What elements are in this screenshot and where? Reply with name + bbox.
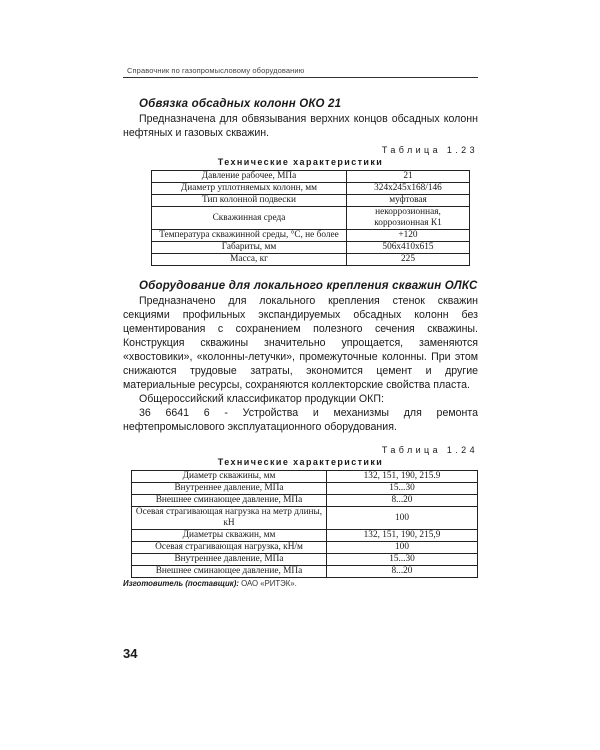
table-cell-param: Тип колонной подвески bbox=[152, 195, 347, 207]
page-number: 34 bbox=[123, 646, 138, 661]
table1-label: Таблица 1.23 bbox=[381, 145, 478, 155]
table-cell-value: 15...30 bbox=[327, 483, 478, 495]
table-cell-value: 8...20 bbox=[327, 495, 478, 507]
table-row bbox=[132, 471, 478, 483]
table-cell-value: 15...30 bbox=[327, 554, 478, 566]
okp-title: Общероссийский классификатор продукции ОКП: bbox=[139, 393, 384, 405]
section1-description: Предназначена для обвязывания верхних концов обсадных колонн нефтяных и газовых скважин. bbox=[123, 113, 478, 139]
table-cell-value: 132, 151, 190, 215,9 bbox=[327, 530, 478, 542]
table-cell-param: Скважинная среда bbox=[152, 207, 347, 230]
page-content bbox=[123, 98, 478, 588]
running-header bbox=[123, 66, 478, 78]
manufacturer-value: ОАО «РИТЭК». bbox=[241, 579, 297, 588]
table-row bbox=[152, 254, 470, 266]
table-row bbox=[132, 530, 478, 542]
table2-label: Таблица 1.24 bbox=[381, 445, 478, 455]
table1-caption: Технические характеристики bbox=[217, 157, 384, 167]
table-cell-param: Внешнее сминающее давление, МПа bbox=[132, 566, 327, 578]
table-cell-param: Масса, кг bbox=[152, 254, 347, 266]
table-row bbox=[152, 195, 470, 207]
table-cell-param: Диаметр уплотняемых колонн, мм bbox=[152, 183, 347, 195]
manufacturer-label: Изготовитель (поставщик): bbox=[123, 579, 239, 588]
section2-description: Предназначено для локального крепления стенок скважин секциями профильных экспандируемых обсадных колонн без цементирования с сохранением полезного сечения скважины. Конструкция скважины значительно упрощается, заменяются «хвостовики», «колонны-летучки», промежуточные колонны. При этом снижаются трудовые затраты, экономится цемент и другие материальные ресурсы, сохраняются коллекторские свойства пласта. bbox=[123, 295, 478, 391]
table-cell-value: некоррозионная, коррозионная К1 bbox=[347, 207, 470, 230]
table-row bbox=[152, 183, 470, 195]
table2-caption: Технические характеристики bbox=[217, 457, 384, 467]
table-row bbox=[152, 171, 470, 183]
table-row bbox=[132, 483, 478, 495]
table-row bbox=[132, 507, 478, 530]
table-row bbox=[152, 207, 470, 230]
table-cell-value: 225 bbox=[347, 254, 470, 266]
table-cell-value: 8...20 bbox=[327, 566, 478, 578]
table-cell-param: Осевая страгивающая нагрузка на метр длины, кН bbox=[132, 507, 327, 530]
table-cell-value: +120 bbox=[347, 230, 470, 242]
table-cell-value: 324х245х168/146 bbox=[347, 183, 470, 195]
table-row bbox=[132, 542, 478, 554]
table-cell-value: 100 bbox=[327, 542, 478, 554]
table2 bbox=[131, 470, 478, 578]
okp-code: 36 6641 6 - Устройства и механизмы для ремонта нефтепромыслового эксплуатационного оборудования. bbox=[123, 407, 478, 433]
table-cell-value: 506х410х615 bbox=[347, 242, 470, 254]
table-row bbox=[152, 230, 470, 242]
table-cell-value: 21 bbox=[347, 171, 470, 183]
table-row bbox=[132, 554, 478, 566]
table-cell-value: 132, 151, 190, 215.9 bbox=[327, 471, 478, 483]
table-cell-value: 100 bbox=[327, 507, 478, 530]
section2-title: Оборудование для локального крепления скважин ОЛКС bbox=[139, 280, 478, 292]
table-cell-value: муфтовая bbox=[347, 195, 470, 207]
table-row bbox=[132, 495, 478, 507]
table-cell-param: Внутреннее давление, МПа bbox=[132, 483, 327, 495]
table-row bbox=[152, 242, 470, 254]
table-cell-param: Диаметры скважин, мм bbox=[132, 530, 327, 542]
manufacturer-note bbox=[123, 579, 478, 588]
table-cell-param: Осевая страгивающая нагрузка, кН/м bbox=[132, 542, 327, 554]
table-cell-param: Давление рабочее, МПа bbox=[152, 171, 347, 183]
table-cell-param: Внутреннее давление, МПа bbox=[132, 554, 327, 566]
table-cell-param: Диаметр скважины, мм bbox=[132, 471, 327, 483]
table-cell-param: Внешнее сминающее давление, МПа bbox=[132, 495, 327, 507]
header-title: Справочник по газопромысловому оборудованию bbox=[127, 66, 305, 75]
table-cell-param: Габариты, мм bbox=[152, 242, 347, 254]
section1-title: Обвязка обсадных колонн ОКО 21 bbox=[139, 98, 342, 110]
table1 bbox=[151, 170, 470, 266]
table-cell-param: Температура скважинной среды, °С, не более bbox=[152, 230, 347, 242]
table-row bbox=[132, 566, 478, 578]
